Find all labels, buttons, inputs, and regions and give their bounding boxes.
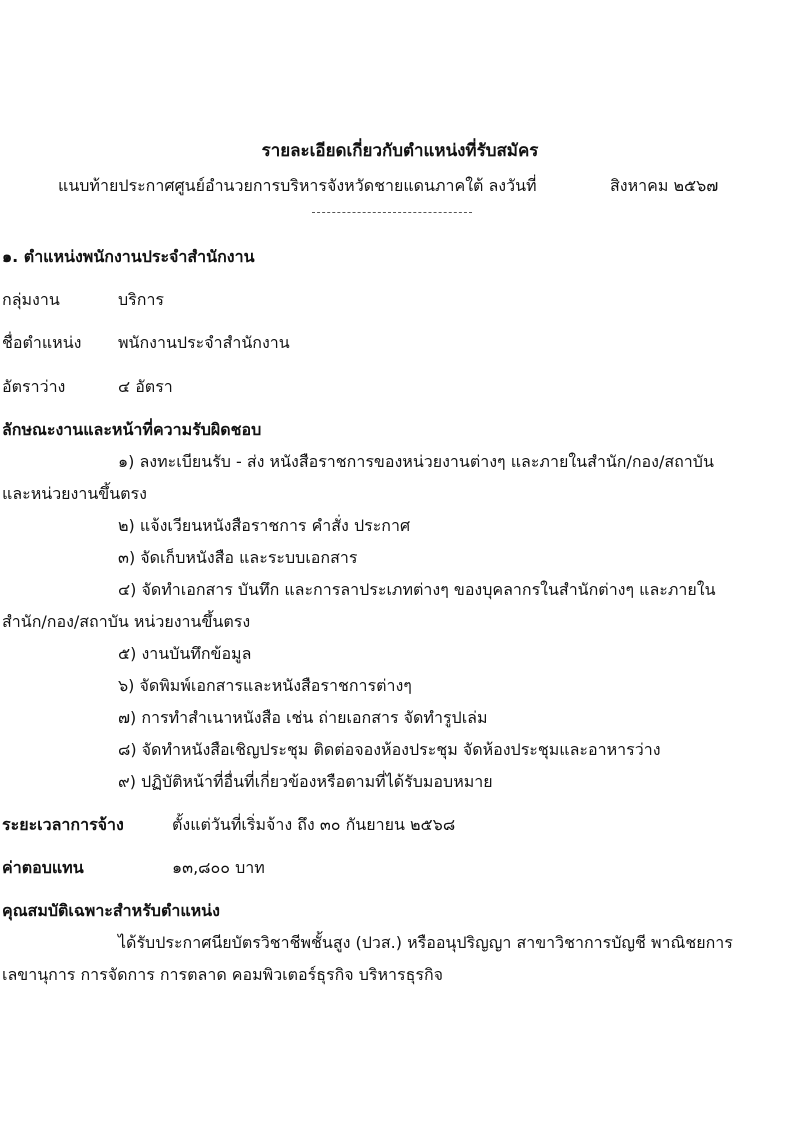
employment-period-value: ตั้งแต่วันที่เริ่มจ้าง ถึง ๓๐ กันยายน ๒๕๖๘ [172, 815, 456, 834]
duties-heading: ลักษณะงานและหน้าที่ความรับผิดชอบ [2, 420, 262, 439]
duty-item-4-continued: สำนัก/กอง/สถาบัน หน่วยงานขึ้นตรง [2, 612, 251, 631]
document-title: รายละเอียดเกี่ยวกับตำแหน่งที่รับสมัคร [261, 140, 539, 160]
duty-item-9: ๙) ปฏิบัติหน้าที่อื่นที่เกี่ยวข้องหรือตามที่ได้รับมอบหมาย [118, 772, 493, 791]
pay-value: ๑๓,๘๐๐ บาท [172, 858, 265, 877]
qualification-heading: คุณสมบัติเฉพาะสำหรับตำแหน่ง [2, 901, 220, 920]
duty-item-8: ๘) จัดทำหนังสือเชิญประชุม ติดต่อจองห้องประชุม จัดห้องประชุมและอาหารว่าง [118, 740, 661, 759]
group-value: บริการ [118, 290, 165, 309]
document-subtitle: แนบท้ายประกาศศูนย์อำนวยการบริหารจังหวัดชายแดนภาคใต้ ลงวันที่ [58, 176, 537, 195]
duty-item-3: ๓) จัดเก็บหนังสือ และระบบเอกสาร [118, 548, 358, 567]
vacancy-value: ๔ อัตรา [118, 377, 173, 396]
qualification-line-2: เลขานุการ การจัดการ การตลาด คอมพิวเตอร์ธุรกิจ บริหารธุรกิจ [2, 965, 444, 984]
vacancy-label: อัตราว่าง [2, 377, 66, 396]
duty-item-1: ๑) ลงทะเบียนรับ - ส่ง หนังสือราชการของหน่วยงานต่างๆ และภายในสำนัก/กอง/สถาบัน [118, 452, 714, 471]
position-heading: ๑. ตำแหน่งพนักงานประจำสำนักงาน [2, 247, 255, 266]
duty-item-1-continued: และหน่วยงานขึ้นตรง [2, 484, 147, 503]
position-name-value: พนักงานประจำสำนักงาน [118, 333, 290, 352]
duty-item-6: ๖) จัดพิมพ์เอกสารและหนังสือราชการต่างๆ [118, 676, 412, 695]
document-date: สิงหาคม ๒๕๖๗ [610, 176, 719, 195]
title-divider [312, 212, 472, 213]
employment-period-label: ระยะเวลาการจ้าง [2, 815, 124, 834]
pay-label: ค่าตอบแทน [2, 858, 84, 877]
group-label: กลุ่มงาน [2, 290, 60, 309]
qualification-line-1: ได้รับประกาศนียบัตรวิชาชีพชั้นสูง (ปวส.) หรืออนุปริญญา สาขาวิชาการบัญชี พาณิชยการ [118, 933, 733, 952]
duty-item-2: ๒) แจ้งเวียนหนังสือราชการ คำสั่ง ประกาศ [118, 516, 411, 535]
duty-item-7: ๗) การทำสำเนาหนังสือ เช่น ถ่ายเอกสาร จัดทำรูปเล่ม [118, 708, 488, 727]
duty-item-5: ๕) งานบันทึกข้อมูล [118, 644, 252, 663]
duty-item-4: ๔) จัดทำเอกสาร บันทึก และการลาประเภทต่างๆ ของบุคลากรในสำนักต่างๆ และภายใน [118, 580, 716, 599]
position-name-label: ชื่อตำแหน่ง [2, 333, 82, 352]
